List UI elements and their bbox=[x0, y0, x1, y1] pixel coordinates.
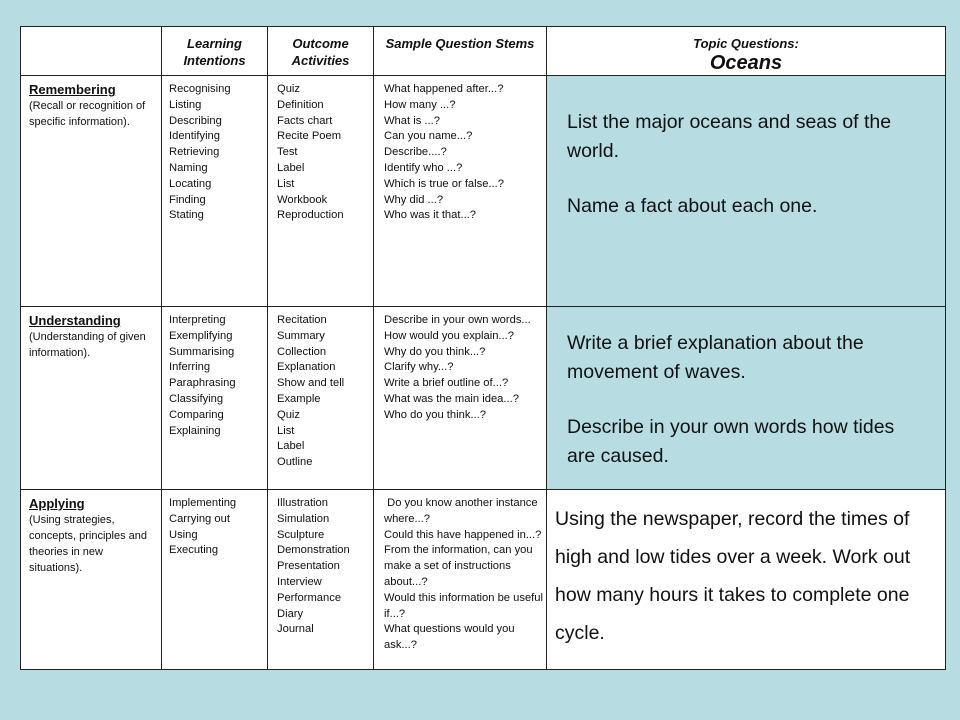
list-item: Show and tell bbox=[277, 377, 345, 390]
blooms-taxonomy-table bbox=[20, 26, 946, 670]
header-sample-question-stems: Sample Question Stems bbox=[374, 27, 547, 76]
list-item: Implementing bbox=[169, 497, 237, 509]
list-item: Describe in your own words... bbox=[384, 314, 531, 326]
list-item: Why did ...? bbox=[384, 193, 444, 206]
stems-cell bbox=[374, 76, 547, 307]
level-cell bbox=[21, 490, 162, 670]
header-row bbox=[21, 27, 946, 76]
list-item: Carrying out bbox=[169, 512, 230, 525]
level-cell bbox=[21, 76, 162, 307]
list-item: Recite Poem bbox=[277, 130, 342, 143]
list-item: Finding bbox=[169, 193, 206, 206]
list-item: Illustration bbox=[277, 497, 328, 509]
intentions-cell bbox=[162, 76, 268, 307]
topic-label: Topic Questions: bbox=[693, 36, 799, 51]
list-item: List bbox=[277, 177, 295, 190]
list-item: Performance bbox=[277, 591, 342, 604]
list-item: Who was it that...? bbox=[384, 209, 477, 222]
list-item: Identifying bbox=[169, 130, 220, 143]
header-learning-intentions: Learning Intentions bbox=[162, 27, 268, 76]
list-item: Which is true or false...? bbox=[384, 177, 504, 190]
intentions-cell bbox=[162, 307, 268, 490]
list-item: Could this have happened in...? bbox=[384, 528, 542, 541]
list-item: Explanation bbox=[277, 361, 336, 374]
stems-cell bbox=[374, 490, 547, 670]
activities-cell bbox=[268, 307, 374, 490]
level-name: Understanding bbox=[29, 313, 121, 328]
level-name: Remembering bbox=[29, 82, 116, 97]
list-item: How would you explain...? bbox=[384, 329, 514, 342]
list-item: Clarify why...? bbox=[384, 361, 454, 374]
list-item: Interview bbox=[277, 575, 322, 588]
list-item: Who do you think...? bbox=[384, 408, 486, 421]
table-row-applying bbox=[21, 490, 946, 670]
list-item: What questions would you ask...? bbox=[384, 623, 515, 652]
list-item: Facts chart bbox=[277, 114, 333, 127]
list-item: Why do you think...? bbox=[384, 345, 486, 358]
list-item: Do you know another instance where...? bbox=[384, 497, 541, 525]
list-item: What happened after...? bbox=[384, 83, 504, 95]
list-item: How many ...? bbox=[384, 98, 456, 111]
list-item: Recognising bbox=[169, 83, 231, 95]
list-item: Paraphrasing bbox=[169, 377, 236, 390]
list-item: Label bbox=[277, 440, 305, 453]
list-item: Interpreting bbox=[169, 314, 226, 326]
topic-question: Write a brief explanation about the movement of waves. bbox=[567, 332, 864, 383]
list-item: Stating bbox=[169, 209, 204, 222]
list-item: Naming bbox=[169, 161, 208, 174]
list-item: Summarising bbox=[169, 345, 235, 358]
intentions-cell bbox=[162, 490, 268, 670]
table-row-remembering bbox=[21, 76, 946, 307]
list-item: Test bbox=[277, 146, 298, 159]
activities-cell bbox=[268, 490, 374, 670]
list-item: Simulation bbox=[277, 512, 330, 525]
list-item: Using bbox=[169, 528, 198, 541]
list-item: Classifying bbox=[169, 392, 224, 405]
list-item: Example bbox=[277, 392, 321, 405]
topic-questions-cell bbox=[547, 76, 946, 307]
list-item: Label bbox=[277, 161, 305, 174]
level-cell bbox=[21, 307, 162, 490]
list-item: Diary bbox=[277, 607, 304, 620]
topic-question: Name a fact about each one. bbox=[567, 195, 818, 217]
header-outcome-activities: Outcome Activities bbox=[268, 27, 374, 76]
list-item: Listing bbox=[169, 98, 202, 111]
list-item: Locating bbox=[169, 177, 212, 190]
topic-question: List the major oceans and seas of the world. bbox=[567, 111, 892, 162]
list-item: Describe....? bbox=[384, 146, 447, 159]
list-item: Presentation bbox=[277, 560, 340, 573]
list-item: Sculpture bbox=[277, 528, 325, 541]
list-item: Quiz bbox=[277, 83, 301, 95]
topic-question: Using the newspaper, record the times of high and low tides over a week. Work out how many hours it takes to complete one cycle. bbox=[555, 508, 911, 644]
level-description: (Understanding of given information). bbox=[29, 331, 146, 359]
level-description: (Using strategies, concepts, principles and theories in new situations). bbox=[29, 514, 148, 574]
topic-question: Describe in your own words how tides are caused. bbox=[567, 416, 895, 467]
list-item: Would this information be useful if...? bbox=[384, 591, 543, 620]
topic-title: Oceans bbox=[709, 52, 783, 74]
list-item: Describing bbox=[169, 114, 222, 127]
list-item: Identify who ...? bbox=[384, 161, 463, 174]
list-item: Can you name...? bbox=[384, 130, 473, 143]
list-item: Inferring bbox=[169, 361, 211, 374]
list-item: Exemplifying bbox=[169, 329, 233, 342]
level-description: (Recall or recognition of specific information). bbox=[29, 100, 146, 128]
list-item: Demonstration bbox=[277, 544, 350, 557]
list-item: What is ...? bbox=[384, 114, 440, 127]
list-item: Workbook bbox=[277, 193, 328, 206]
list-item: Explaining bbox=[169, 424, 221, 437]
stems-cell bbox=[374, 307, 547, 490]
header-corner-cell bbox=[21, 27, 162, 76]
level-name: Applying bbox=[29, 496, 85, 511]
list-item: Collection bbox=[277, 345, 327, 358]
topic-questions-cell bbox=[547, 307, 946, 490]
header-topic-questions bbox=[547, 27, 946, 76]
list-item: Definition bbox=[277, 98, 324, 111]
list-item: Outline bbox=[277, 456, 313, 469]
list-item: Write a brief outline of...? bbox=[384, 377, 509, 390]
list-item: Summary bbox=[277, 329, 325, 342]
list-item: Journal bbox=[277, 623, 314, 636]
table-row-understanding bbox=[21, 307, 946, 490]
list-item: List bbox=[277, 424, 295, 437]
list-item: From the information, can you make a set of instructions about...? bbox=[384, 544, 533, 588]
list-item: Reproduction bbox=[277, 209, 344, 222]
list-item: Retrieving bbox=[169, 146, 220, 159]
list-item: Recitation bbox=[277, 314, 327, 326]
list-item: What was the main idea...? bbox=[384, 392, 519, 405]
topic-questions-cell bbox=[547, 490, 946, 670]
list-item: Comparing bbox=[169, 408, 224, 421]
list-item: Quiz bbox=[277, 408, 301, 421]
activities-cell bbox=[268, 76, 374, 307]
list-item: Executing bbox=[169, 544, 219, 557]
